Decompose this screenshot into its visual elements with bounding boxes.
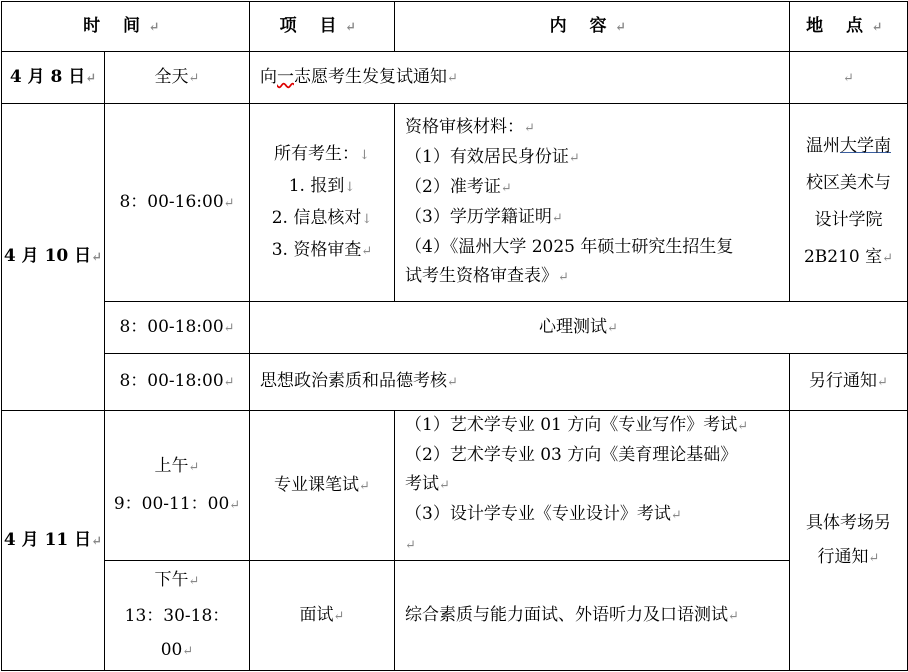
table-row	[2, 104, 908, 302]
schedule-table	[1, 1, 908, 671]
header-content: 内 容↵	[395, 2, 790, 52]
time-cell: 全天↵	[105, 52, 250, 104]
content-cell: 资格审核材料：↵ （1）有效居民身份证↵ （2）准考证↵ （3）学历学籍证明↵ （4）《温州大学 2025 年硕士研究生招生复 试考生资格审查表》↵	[395, 104, 790, 302]
date-cell: 4 月 10 日↵	[2, 104, 105, 411]
header-item: 项 目↵	[250, 2, 395, 52]
table-row	[2, 561, 908, 671]
time-cell: 8：00-18:00↵	[105, 354, 250, 411]
table-row	[2, 52, 908, 104]
date-cell: 4 月 11 日↵	[2, 411, 105, 671]
table-row	[2, 411, 908, 561]
content-cell: 综合素质与能力面试、外语听力及口语测试↵	[395, 561, 790, 671]
item-cell: 所有考生：↓ 1. 报到↓ 2. 信息核对↓ 3. 资格审查↵	[250, 104, 395, 302]
time-cell: 8：00-16:00↵	[105, 104, 250, 302]
location-cell: 另行通知↵	[790, 354, 908, 411]
header-location: 地 点↵	[790, 2, 908, 52]
content-cell: （1）艺术学专业 01 方向《专业写作》考试↵ （2）艺术学专业 03 方向《美育理论基础》 考试↵ （3）设计学专业《专业设计》考试↵ ↵	[395, 411, 790, 561]
table-row	[2, 302, 908, 354]
item-cell: 面试↵	[250, 561, 395, 671]
item-cell: 专业课笔试↵	[250, 411, 395, 561]
content-cell: 向一志愿考生发复试通知↵	[250, 52, 790, 104]
content-cell: 思想政治素质和品德考核↵	[250, 354, 790, 411]
time-cell: 8：00-18:00↵	[105, 302, 250, 354]
date-cell: 4 月 8 日↵	[2, 52, 105, 104]
time-cell: 上午↵ 9：00-11：00↵	[105, 411, 250, 561]
location-cell: 具体考场另 行通知↵	[790, 411, 908, 671]
location-cell: ↵	[790, 52, 908, 104]
header-time: 时 间↵	[2, 2, 250, 52]
content-cell: 心理测试↵	[250, 302, 908, 354]
table-row	[2, 354, 908, 411]
time-cell: 下午↵ 13：30-18： 00↵	[105, 561, 250, 671]
header-row	[2, 2, 908, 52]
location-cell: 温州大学南 校区美术与 设计学院 2B210 室↵	[790, 104, 908, 302]
